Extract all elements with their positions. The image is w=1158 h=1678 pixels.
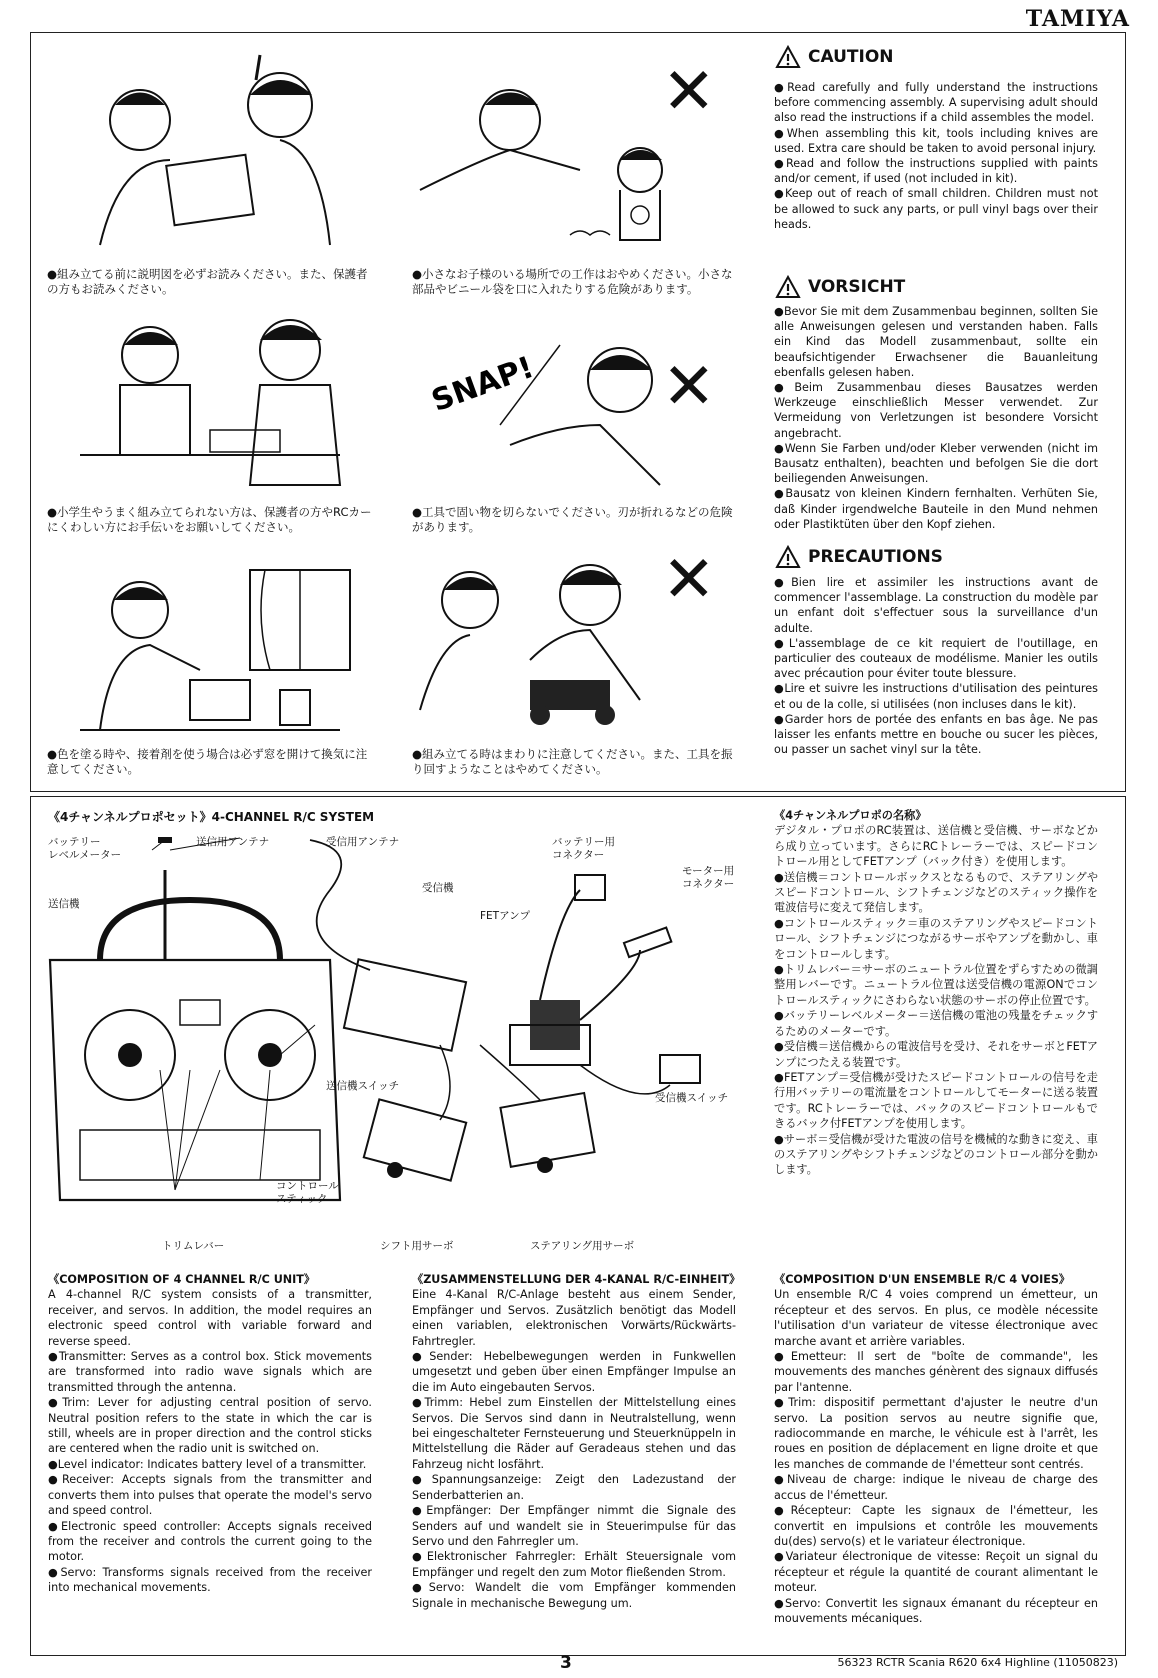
caption-small-children: ●小さなお子様のいる場所での工作はおやめください。小さな部品やビニール袋を口に入れたりする危険があります。: [412, 267, 733, 296]
caution-item: ● Keep out of reach of small children. Children must not be allowed to suck any parts, or pull vinyl bags over their heads.: [774, 186, 1098, 232]
warning-triangle-icon: [776, 46, 800, 68]
label-rx-antenna: 受信用アンテナ: [326, 836, 400, 848]
vorsicht-body: [774, 304, 1098, 532]
jp-names-title: 《4チャンネルプロポの名称》: [774, 809, 927, 822]
composition-fr-item: ● Trim: dispositif permettant d'ajuster le neutre d'un servo. La position servos au neutre signifie que, radiocommande en marche, le véhicule est à l'arrêt, les roues en position de déplacement en ligne droite et que les manches de commande de l'émetteur sont centrés.: [774, 1395, 1098, 1472]
caution-body: [774, 80, 1098, 232]
fet-amp-illustration: [510, 875, 671, 1065]
label-shift-servo: シフト用サーボ: [380, 1240, 454, 1252]
precautions-item: ● L'assemblage de ce kit requiert de l'outillage, en particulier des couteaux de modélisme. Manier les outils avec précaution pour éviter toute blessure.: [774, 636, 1098, 682]
label-rx-switch: 受信機スイッチ: [655, 1092, 729, 1104]
composition-de-item: ● Empfänger: Der Empfänger nimmt die Signale des Senders auf und wandelt sie in Steuerimpulse für das Servo und den Fahrregler um.: [412, 1503, 736, 1549]
composition-fr-item: ● Récepteur: Capte les signaux de l'émetteur, les convertit en impulsions et contrôle les mouvements du(des) servo(s) et le variateur électronique.: [774, 1503, 1098, 1549]
shift-servo-illustration: [364, 1099, 466, 1180]
jp-names-item: ● 送信機＝コントロールボックスとなるもので、ステアリングやスピードコントロール、シフトチェンジなどのスティック操作を電波信号に変えて発信します。: [774, 870, 1098, 916]
prohibited-x-icon: ✕: [662, 350, 716, 424]
jp-names-intro: デジタル・プロポのRC装置は、送信機と受信機、サーボなどから成り立っています。さらにRCトレーラーでは、スピードコントロール用としてFETアンプ（バック付き）を使用します。: [774, 824, 1098, 869]
prohibited-x-icon: ✕: [662, 55, 716, 129]
receiver-switch-illustration: [660, 1055, 700, 1083]
caution-heading: [776, 46, 894, 68]
caption-read-first: ●組み立てる前に説明図を必ずお読みください。また、保護者の方もお読みください。: [47, 267, 368, 296]
jp-names-item: ● FETアンプ＝受信機が受けたスピードコントロールの信号を走行用バッテリーの電流量をコントロールしてモーターに送る装置です。RCトレーラーでは、バックのスピードコントロールもできるバック付FETアンプを使用します。: [774, 1070, 1098, 1132]
transmitter-illustration: [50, 840, 340, 1200]
jp-names-item: ● 受信機＝送信機からの電波信号を受け、それをサーボとFETアンプにつたえる装置です。: [774, 1039, 1098, 1070]
illustration-child-swallowing: [400, 60, 700, 250]
composition-en-item: ● Transmitter: Serves as a control box. Stick movements are transformed into radio wave signals which are transmitted through the antenna.: [48, 1349, 372, 1395]
composition-de-column: [412, 1272, 741, 1611]
precautions-title: PRECAUTIONS: [808, 547, 943, 567]
composition-fr-item: ● Niveau de charge: indique le niveau de charge des accus de l'émetteur.: [774, 1472, 1098, 1503]
snap-text: SNAP!: [427, 350, 539, 420]
composition-en-item: ● Trim: Lever for adjusting central position of servo. Neutral position refers to the state in which the car is still, wheels are in proper direction and the control sticks are centered when the radio unit is switched on.: [48, 1395, 372, 1457]
steering-servo-illustration: [500, 1093, 594, 1173]
composition-de-intro: Eine 4-Kanal R/C-Anlage besteht aus einem Sender, Empfänger und Servos. Zusätzlich benötigt das Modell einen variablen, elektronischen Vorwärts/Rückwärts-Fahrtregler.: [412, 1288, 736, 1348]
caption-cutting-hard: ●工具で固い物を切らないでください。刃が折れるなどの危険があります。: [412, 505, 733, 534]
page-number: 3: [560, 1653, 572, 1673]
jp-names-item: ● バッテリーレベルメーター＝送信機の電池の残量をチェックするためのメーターです。: [774, 1008, 1098, 1039]
vorsicht-item: ● Bevor Sie mit dem Zusammenbau beginnen, sollten Sie alle Anweisungen gelesen und verstanden haben. Falls ein Kind das Modell zusammenbaut, sollte ein beaufsichtigender Erwachsener die Bauanleitung ebenfalls gelesen haben.: [774, 304, 1098, 380]
composition-en-item: ● Servo: Transforms signals received from the receiver into mechanical movements.: [48, 1565, 372, 1596]
precautions-item: ● Garder hors de portée des enfants en bas âge. Ne pas laisser les enfants mettre en bouche ou sucer les pièces, ou passer un sachet vinyl sur la tête.: [774, 712, 1098, 758]
label-battery-meter: バッテリー レベルメーター: [48, 836, 122, 861]
caution-item: ● Read and follow the instructions supplied with paints and/or cement, if used (not included in kit).: [774, 156, 1098, 186]
label-motor-connector: モーター用 コネクター: [682, 865, 735, 890]
footer-code: 56323 RCTR Scania R620 6x4 Highline (11050823): [837, 1656, 1118, 1669]
jp-names-item: ● コントロールスティック＝車のステアリングやスピードコントロール、シフトチェンジにつながるサーボやアンプを動かし、車をコントロールします。: [774, 916, 1098, 962]
brand-logo: TAMIYA: [1025, 6, 1130, 32]
composition-de-item: ● Trimm: Hebel zum Einstellen der Mittelstellung eines Servos. Die Servos sind dann in Neutralstellung, wenn bei eingeschalteter Fernsteuerung und Steuerknüppeln in Mittelstellung die Räder auf Geradeaus stehen und das Fahrzeug nicht losfährt.: [412, 1395, 736, 1472]
warning-triangle-icon: [776, 276, 800, 298]
composition-de-item: ● Elektronischer Fahrregler: Erhält Steuersignale vom Empfänger und regelt den zum Motor fließenden Strom.: [412, 1549, 736, 1580]
composition-en-column: [48, 1272, 372, 1596]
precautions-item: ● Lire et suivre les instructions d'utilisation des peintures et ou de la colle, si utilisées (non incluses dans le kit).: [774, 681, 1098, 711]
composition-en-title: 《COMPOSITION OF 4 CHANNEL R/C UNIT》: [48, 1273, 316, 1286]
label-trim-lever: トリムレバー: [162, 1240, 225, 1252]
illustration-tool-swinging: [410, 550, 670, 740]
caution-item: ● When assembling this kit, tools including knives are used. Extra care should be taken to avoid personal injury.: [774, 126, 1098, 156]
label-control-stick: コントロール スティック: [276, 1180, 339, 1205]
composition-fr-item: ● Variateur électronique de vitesse: Reçoit un signal du récepteur et régule la quantité de courant alimentant le moteur.: [774, 1549, 1098, 1595]
label-battery-connector: バッテリー用 コネクター: [552, 836, 615, 861]
composition-fr-intro: Un ensemble R/C 4 voies comprend un émetteur, un récepteur et des servos. En plus, ce modèle nécessite l'utilisation d'un variateur de vitesse électronique avec marche avant et arrière variables.: [774, 1288, 1098, 1348]
precautions-item: ● Bien lire et assimiler les instructions avant de commencer l'assemblage. La construction du modèle par un enfant doit s'effectuer sous la surveillance d'un adulte.: [774, 575, 1098, 636]
vorsicht-heading: [776, 276, 905, 298]
composition-de-title: 《ZUSAMMENSTELLUNG DER 4-KANAL R/C-EINHEIT》: [412, 1273, 741, 1286]
warning-triangle-icon: [776, 546, 800, 568]
caption-ventilation: ●色を塗る時や、接着剤を使う場合は必ず窓を開けて換気に注意してください。: [47, 747, 368, 776]
jp-names-item: ● サーボ＝受信機が受けた電波の信号を機械的な動きに変え、車のステアリングやシフトチェンジなどのコントロール部分を動かします。: [774, 1132, 1098, 1178]
caption-swinging-tools: ●組み立てる時はまわりに注意してください。また、工具を振り回すようなことはやめてください。: [412, 747, 733, 776]
composition-en-intro: A 4-channel R/C system consists of a transmitter, receiver, and servos. In addition, the model requires an electronic speed control with variable forward and reverse speed.: [48, 1288, 372, 1348]
composition-en-item: ● Level indicator: Indicates battery level of a transmitter.: [48, 1457, 372, 1472]
vorsicht-item: ● Bausatz von kleinen Kindern fernhalten. Verhüten Sie, daß Kinder irgendwelche Bauteile in den Mund nehmen oder Plastiktüten über den Kopf ziehen.: [774, 486, 1098, 532]
rc-system-diagram: [40, 830, 760, 1250]
jp-names-column: [774, 808, 1098, 1178]
rc-system-title: 《4チャンネルプロポセット》4-CHANNEL R/C SYSTEM: [48, 810, 375, 824]
label-transmitter: 送信機: [48, 898, 80, 910]
composition-fr-item: ● Servo: Convertit les signaux émanant du récepteur en mouvements mécaniques.: [774, 1596, 1098, 1627]
vorsicht-item: ● Beim Zusammenbau dieses Bausatzes werden Werkzeuge einschließlich Messer verwendet. Zur Vermeidung von Verletzungen ist besondere Vorsicht angebracht.: [774, 380, 1098, 441]
label-tx-switch: 送信機スイッチ: [326, 1080, 400, 1092]
vorsicht-title: VORSICHT: [808, 277, 906, 297]
prohibited-x-icon: ✕: [662, 543, 716, 617]
vorsicht-item: ● Wenn Sie Farben und/oder Kleber verwenden (nicht im Bausatz enthalten), beachten und befolgen Sie die dort beiliegenden Anweisungen.: [774, 441, 1098, 487]
illustration-painting-ventilation: [80, 560, 360, 745]
composition-fr-item: ● Emetteur: Il sert de "boîte de commande", les mouvements des manches génèrent des signaux diffusés par l'antenne.: [774, 1349, 1098, 1395]
composition-en-item: ● Receiver: Accepts signals from the transmitter and converts them into pulses that operate the model's servo and speed control.: [48, 1472, 372, 1518]
label-tx-antenna: 送信用アンテナ: [196, 836, 270, 848]
composition-de-item: ● Servo: Wandelt die vom Empfänger kommenden Signale in mechanische Bewegung um.: [412, 1580, 736, 1611]
composition-fr-column: [774, 1272, 1098, 1626]
label-receiver: 受信機: [422, 882, 454, 894]
composition-de-item: ● Spannungsanzeige: Zeigt den Ladezustand der Senderbatterien an.: [412, 1472, 736, 1503]
label-steering-servo: ステアリング用サーボ: [530, 1240, 635, 1252]
jp-names-item: ● トリムレバー＝サーボのニュートラル位置をずらすための微調整用レバーです。ニュートラル位置は送受信機の電源ONでコントロールスティックにさわらない状態のサーボの停止位置です。: [774, 962, 1098, 1008]
precautions-body: [774, 575, 1098, 757]
illustration-snap-tool: [420, 325, 690, 495]
caption-adult-help: ●小学生やうまく組み立てられない方は、保護者の方やRCカーにくわしい方にお手伝いをお願いしてください。: [47, 505, 372, 534]
composition-fr-title: 《COMPOSITION D'UN ENSEMBLE R/C 4 VOIES》: [774, 1273, 1071, 1286]
caution-title: CAUTION: [808, 47, 894, 67]
illustration-adult-helping: [60, 305, 360, 495]
precautions-heading: [776, 546, 943, 568]
composition-de-item: ● Sender: Hebelbewegungen werden in Funkwellen umgesetzt und geben über einen Empfänger Impulse an die im Auto eingebauten Servos.: [412, 1349, 736, 1395]
label-fet-amp: FETアンプ: [480, 910, 531, 922]
caution-item: ● Read carefully and fully understand the instructions before commencing assembly. A supervising adult should also read the instructions if a child assembles the model.: [774, 80, 1098, 126]
illustration-reading-instructions: [60, 50, 360, 250]
composition-en-item: ● Electronic speed controller: Accepts signals received from the receiver and controls the current going to the motor.: [48, 1519, 372, 1565]
